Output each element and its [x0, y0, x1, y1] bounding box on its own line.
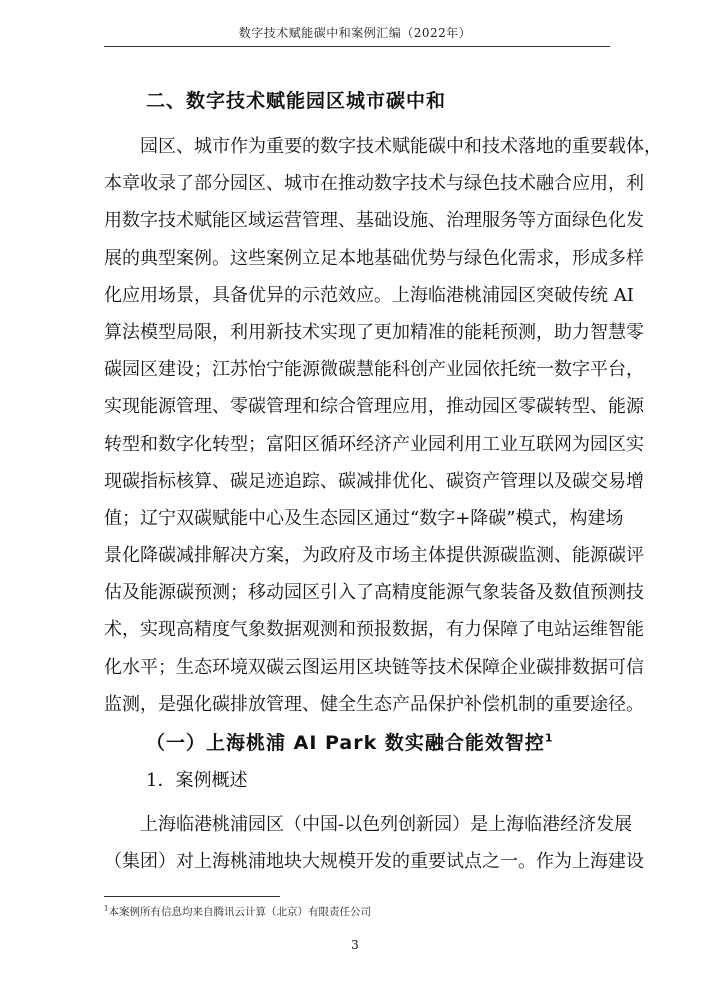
page-number: 3 [351, 938, 359, 952]
paragraph-line: 用数字技术赋能区域运营管理、基础设施、治理服务等方面绿色化发 [104, 210, 644, 232]
intro-paragraph [104, 128, 662, 723]
subsection-title [146, 728, 554, 755]
paragraph-line: 转型和数字化转型；富阳区循环经济产业园利用工业互联网为园区实 [104, 433, 644, 455]
footnote-reference[interactable]: 1 [544, 731, 554, 745]
footnote-text: 本案例所有信息均来自腾讯云计算（北京）有限责任公司 [108, 906, 371, 918]
section-title: 二、数字技术赋能园区城市碳中和 [146, 90, 447, 112]
paragraph-line: 园区、城市作为重要的数字技术赋能碳中和技术落地的重要载体， [140, 136, 662, 157]
paragraph-line: 监测，是强化碳排放管理、健全生态产品保护补偿机制的重要途径。 [104, 693, 644, 715]
footnote-divider [104, 896, 280, 897]
paragraph-line: 术，实现高精度气象数据观测和预报数据，有力保障了电站运维智能 [104, 619, 644, 641]
paragraph-line: （集团）对上海桃浦地块大规模开发的重要试点之一。作为上海建设 [104, 851, 644, 873]
paragraph-line: 展的典型案例。这些案例立足本地基础优势与绿色化需求，形成多样 [104, 247, 644, 269]
header-divider [104, 46, 610, 47]
paragraph-line: 现碳指标核算、碳足迹追踪、碳减排优化、碳资产管理以及碳交易增 [104, 470, 644, 492]
paragraph-line: 估及能源碳预测；移动园区引入了高精度能源气象装备及数值预测技 [104, 582, 644, 604]
paragraph-line: 化应用场景，具备优异的示范效应。上海临港桃浦园区突破传统 AI [104, 284, 634, 306]
paragraph-line: 景化降碳减排解决方案，为政府及市场主体提供源碳监测、能源碳评 [104, 545, 644, 567]
paragraph-line: 上海临港桃浦园区（中国-以色列创新园）是上海临港经济发展 [140, 814, 633, 835]
footnote-marker: 1 [104, 904, 109, 913]
paragraph-line: 实现能源管理、零碳管理和综合管理应用，推动园区零碳转型、能源 [104, 396, 644, 418]
case-heading: 1．案例概述 [146, 770, 248, 791]
running-header: 数字技术赋能碳中和案例汇编（2022年） [238, 26, 472, 40]
paragraph-line: 本章收录了部分园区、城市在推动数字技术与绿色技术融合应用，利 [104, 173, 644, 195]
paragraph-line: 化水平；生态环境双碳云图运用区块链等技术保障企业碳排数据可信 [104, 656, 644, 678]
paragraph-line: 碳园区建设；江苏怡宁能源微碳慧能科创产业园依托统一数字平台， [104, 359, 644, 381]
paragraph-line: 值；辽宁双碳赋能中心及生态园区通过“数字+降碳”模式，构建场 [104, 507, 624, 529]
subsection-title-text: （一）上海桃浦 AI Park 数实融合能效智控 [146, 732, 545, 754]
case-paragraph [104, 806, 644, 880]
paragraph-line: 算法模型局限，利用新技术实现了更加精准的能耗预测，助力智慧零 [104, 321, 644, 343]
footnote [104, 904, 371, 919]
